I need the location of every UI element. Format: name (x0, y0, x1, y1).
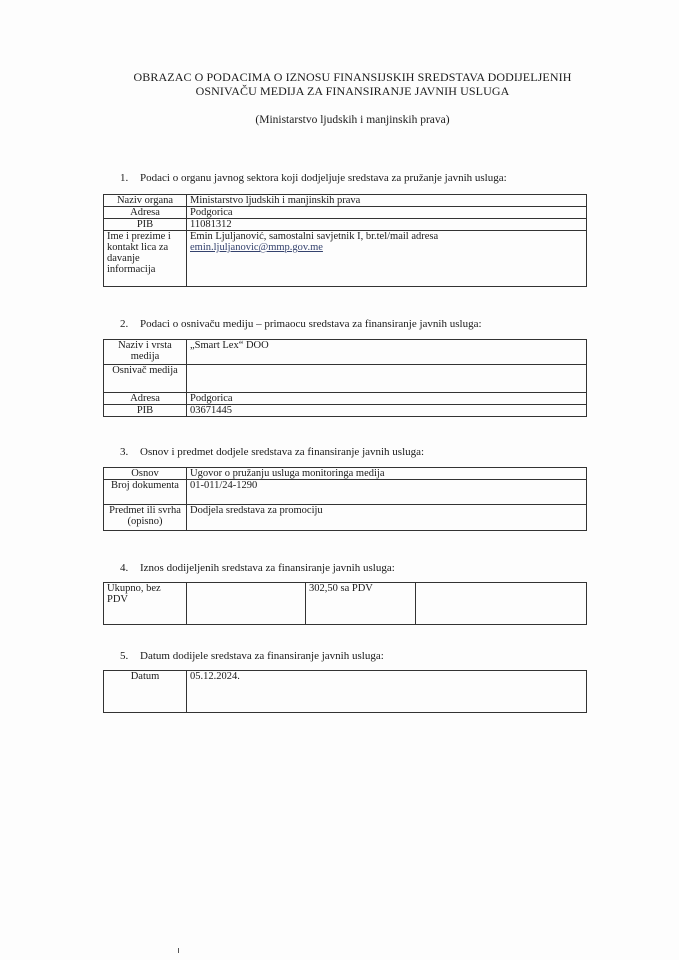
row-value: Ugovor o pružanju usluga monitoringa medija (187, 468, 587, 480)
table-row (104, 365, 587, 393)
row-value: 05.12.2024. (187, 671, 587, 713)
amount-with-vat: 302,50 sa PDV (306, 583, 416, 625)
row-label: Predmet ili svrha (opisno) (104, 505, 187, 531)
row-value: „Smart Lex“ DOO (187, 340, 587, 365)
row-value: Dodjela sredstava za promociju (187, 505, 587, 531)
table-row (104, 219, 587, 231)
section-2-heading (120, 318, 482, 330)
table-amount (103, 582, 587, 625)
table-date (103, 670, 587, 713)
section-5-heading (120, 650, 384, 662)
section-number: 1. (120, 172, 129, 184)
row-value: 03671445 (187, 405, 587, 417)
row-label: Naziv organa (104, 195, 187, 207)
table-row (104, 671, 587, 713)
section-title: Podaci o osnivaču mediju – primaocu sredstava za finansiranje javnih usluga: (140, 318, 482, 330)
table-row (104, 393, 587, 405)
section-title: Podaci o organu javnog sektora koji dodjeljuje sredstava za pružanje javnih usluga: (140, 172, 507, 184)
row-label: Adresa (104, 393, 187, 405)
scan-mark (178, 948, 179, 953)
table-founder (103, 339, 587, 417)
form-title-line2: OSNIVAČU MEDIJA ZA FINANSIRANJE JAVNIH USLUGA (195, 84, 510, 98)
row-label: Naziv i vrsta medija (104, 340, 187, 365)
row-label: PIB (104, 405, 187, 417)
row-label: Datum (104, 671, 187, 713)
table-row (104, 480, 587, 505)
row-label: Osnov (104, 468, 187, 480)
table-basis (103, 467, 587, 531)
table-row (104, 505, 587, 531)
section-title: Datum dodijele sredstava za finansiranje javnih usluga: (140, 650, 384, 662)
table-row (104, 231, 587, 287)
row-label: Osnivač medija (104, 365, 187, 393)
table-row (104, 340, 587, 365)
amount-cell (187, 583, 306, 625)
table-row (104, 207, 587, 219)
table-row (104, 583, 587, 625)
contact-text: Emin Ljuljanović, samostalni savjetnik I, br.tel/mail adresa (190, 231, 439, 242)
row-value (187, 365, 587, 393)
contact-email-link[interactable]: emin.ljuljanovic@mmp.gov.me (190, 242, 323, 253)
table-row (104, 195, 587, 207)
section-number: 4. (120, 562, 129, 574)
table-organ (103, 194, 587, 287)
row-value: 11081312 (187, 219, 587, 231)
section-number: 3. (120, 446, 129, 458)
row-value: Ministarstvo ljudskih i manjinskih prava (187, 195, 587, 207)
row-label: Ukupno, bez PDV (104, 583, 187, 625)
section-number: 2. (120, 318, 129, 330)
row-value: 01-011/24-1290 (187, 480, 587, 505)
form-title (80, 70, 625, 98)
row-value: Podgorica (187, 207, 587, 219)
section-1-heading (120, 172, 507, 184)
section-title: Iznos dodijeljenih sredstava za finansiranje javnih usluga: (140, 562, 395, 574)
row-label: Adresa (104, 207, 187, 219)
section-4-heading (120, 562, 395, 574)
row-label: Broj dokumenta (104, 480, 187, 505)
row-label: Ime i prezime i kontakt lica za davanje informacija (104, 231, 187, 287)
table-row (104, 405, 587, 417)
section-number: 5. (120, 650, 129, 662)
table-row (104, 468, 587, 480)
section-3-heading (120, 446, 424, 458)
row-value (187, 231, 587, 287)
form-title-line1: OBRAZAC O PODACIMA O IZNOSU FINANSIJSKIH SREDSTAVA DODIJELJENIH (133, 70, 572, 84)
form-subtitle: (Ministarstvo ljudskih i manjinskih prava) (255, 114, 450, 126)
amount-cell (416, 583, 587, 625)
row-value: Podgorica (187, 393, 587, 405)
row-label: PIB (104, 219, 187, 231)
section-title: Osnov i predmet dodjele sredstava za finansiranje javnih usluga: (140, 446, 425, 458)
